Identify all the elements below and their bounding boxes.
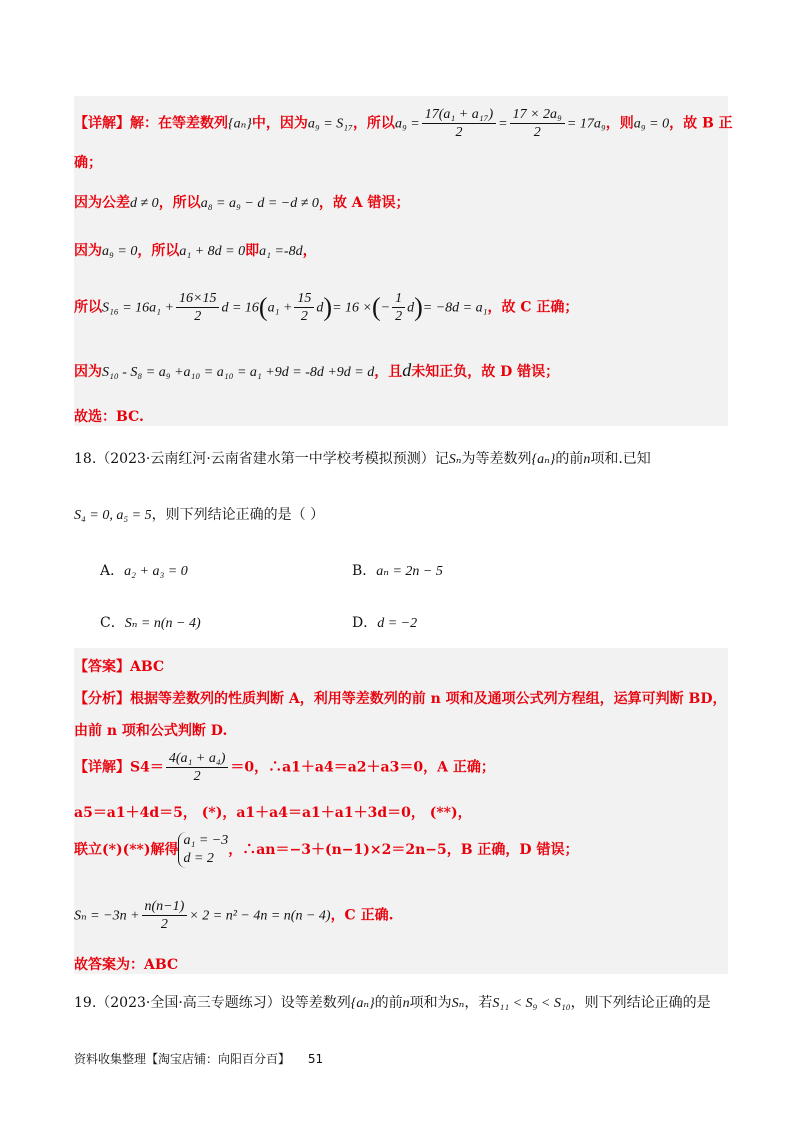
- page-footer: [74, 1050, 323, 1067]
- question-19-stem: 19.（2023·全国·高三专题练习）设等差数列{aₙ}的前n项和为Sₙ，若S₁₁ < S₉ < S₁₀，则下列结论正确的是: [74, 995, 711, 1011]
- question-18-stem: 18.（2023·云南红河·云南省建水第一中学校考模拟预测）记Sₙ为等差数列{aₙ}的前n项和.已知: [74, 451, 651, 467]
- solution-17-line-2: 确；: [74, 155, 102, 171]
- solution-17-line-1: 【详解】解：在等差数列{aₙ}中，因为a₉ = S₁₇，所以a₉ = $\frac{\text{17(a₁ + a₁₇)}}{2}$ = $\frac{\text{17 × 2a₉}}{2}$ = 17a₉，则a₉ = 0，故 B 正: [74, 107, 733, 140]
- answer-18: 【答案】ABC: [74, 659, 165, 675]
- analysis-18-line-1: 【分析】根据等差数列的性质判断 A，利用等差数列的前 n 项和及通项公式列方程组，运算可判断 BD，: [74, 691, 727, 707]
- solution-17-line-4: 因为a₉ = 0，所以a₁ + 8d = 0即a₁ =-8d，: [74, 243, 317, 259]
- option-c: C．Sₙ = n(n − 4): [100, 615, 201, 631]
- detail-18-line-5: 故答案为：ABC: [74, 957, 179, 973]
- option-d: D．d = −2: [352, 615, 418, 631]
- detail-18-line-3: 联立(*)(**)解得 a₁ = −3 d = 2 ，∴an＝−3＋(n−1)×2＝2n−5，B 正确，D 错误；: [74, 833, 579, 866]
- detail-18-line-4: Sₙ = −3n + $\frac{n(n-1)}{2}$ × 2 = n² − 4n = n(n − 4)，C 正确.: [74, 899, 394, 932]
- solution-17-line-5: 所以S₁₆ = 16a₁ + $\frac{16\times 15}{2}$ d = 16(a₁ + $\frac{15}{2}$ d)= 16 ×(− $\frac{1}{2}$ d)= −8d = a₁，故 C 正确；: [74, 291, 579, 324]
- solution-17-line-3: 因为公差d ≠ 0，所以a₈ = a₉ − d = −d ≠ 0，故 A 错误；: [74, 195, 410, 211]
- option-b: B．aₙ = 2n − 5: [352, 563, 443, 579]
- page-number: 51: [307, 1052, 324, 1066]
- option-a: A．a₂ + a₃ = 0: [100, 563, 188, 579]
- solution-17-line-7: 故选：BC.: [74, 409, 144, 425]
- detail-18-line-2: a5＝a1＋4d＝5， (*)，a1＋a4＝a1＋a1＋3d＝0， (**)，: [74, 805, 472, 821]
- solution-17-line-6: 因为S₁₀ - S₈ = a₉ +a₁₀ = a₁₀ = a₁ +9d = -8d +9d = d，且d未知正负，故 D 错误；: [74, 360, 560, 380]
- detail-18-line-1: 【详解】S4＝ $\frac{\text{4(a₁ + a₄)}}{2}$ ＝0，∴a1＋a4＝a2＋a3＝0，A 正确；: [74, 751, 495, 784]
- footer-source: 资料收集整理【淘宝店铺：向阳百分百】: [74, 1052, 291, 1066]
- question-18-condition: S₄ = 0, a₅ = 5，则下列结论正确的是（ ）: [74, 507, 325, 523]
- analysis-18-line-2: 由前 n 项和公式判断 D.: [74, 723, 228, 739]
